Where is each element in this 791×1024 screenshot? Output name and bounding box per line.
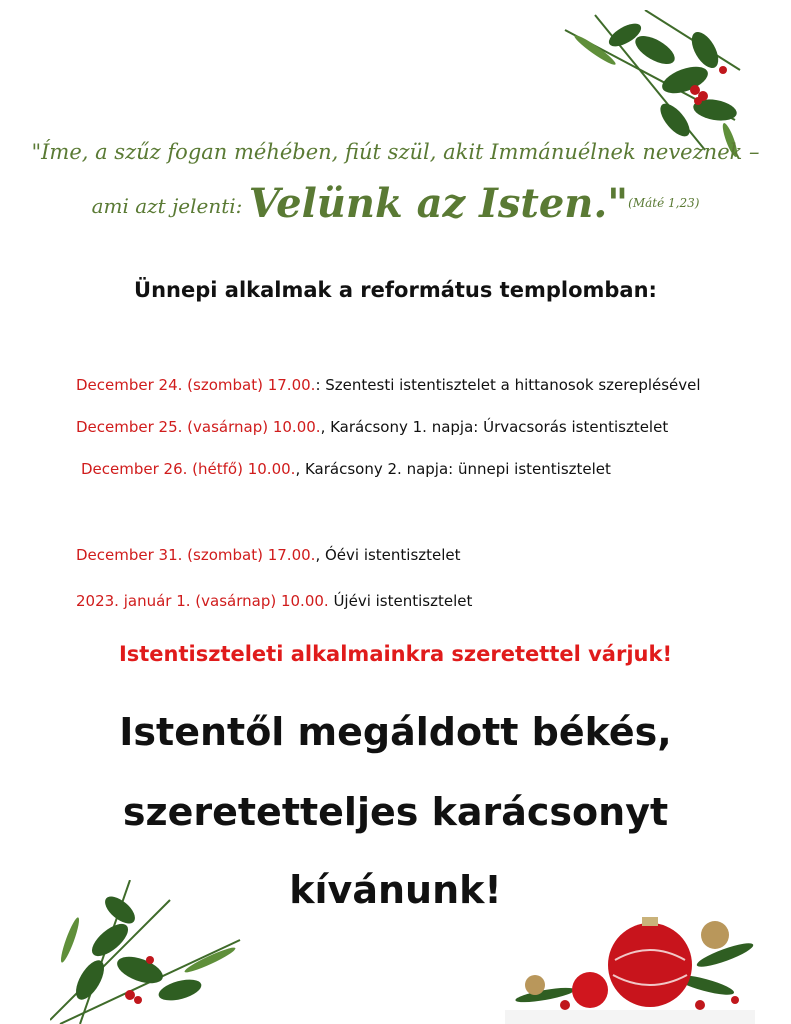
event-item bbox=[76, 418, 668, 436]
christmas-wish-line2: szeretetteljes karácsonyt bbox=[122, 790, 669, 834]
event-item bbox=[76, 592, 472, 610]
event-description: , Óévi istentisztelet bbox=[315, 546, 461, 564]
christmas-wish-line3: kívánunk! bbox=[289, 868, 502, 912]
holly-branch-icon bbox=[555, 10, 745, 160]
verse-reference: (Máté 1,23) bbox=[628, 196, 700, 210]
christmas-ornament-icon bbox=[505, 905, 755, 1024]
event-item bbox=[76, 376, 701, 394]
bible-verse-line1: "Íme, a szűz fogan méhében, fiút szül, akit Immánuélnek neveznek – bbox=[31, 140, 760, 164]
event-item bbox=[81, 460, 611, 478]
christmas-wish-line1: Istentől megáldott békés, bbox=[119, 710, 672, 754]
event-date: December 24. (szombat) 17.00. bbox=[76, 376, 316, 394]
bible-verse-line2 bbox=[0, 180, 791, 227]
event-description: : Szentesti istentisztelet a hittanosok szereplésével bbox=[315, 376, 701, 394]
event-description: , Karácsony 1. napja: Úrvacsorás istentisztelet bbox=[320, 418, 669, 436]
event-date: December 31. (szombat) 17.00. bbox=[76, 546, 316, 564]
event-date: 2023. január 1. (vasárnap) 10.00. bbox=[76, 592, 329, 610]
event-description: , Karácsony 2. napja: ünnepi istentisztelet bbox=[295, 460, 611, 478]
event-date: December 26. (hétfő) 10.00. bbox=[81, 460, 296, 478]
invitation-text: Istentiszteleti alkalmainkra szeretettel várjuk! bbox=[118, 642, 673, 666]
page-heading: Ünnepi alkalmak a református templomban: bbox=[134, 278, 657, 302]
event-description: Újévi istentisztelet bbox=[328, 592, 473, 610]
verse-prefix: ami azt jelenti: bbox=[91, 194, 249, 218]
event-item bbox=[76, 546, 461, 564]
event-date: December 25. (vasárnap) 10.00. bbox=[76, 418, 321, 436]
verse-highlight: Velünk az Isten." bbox=[248, 180, 629, 227]
